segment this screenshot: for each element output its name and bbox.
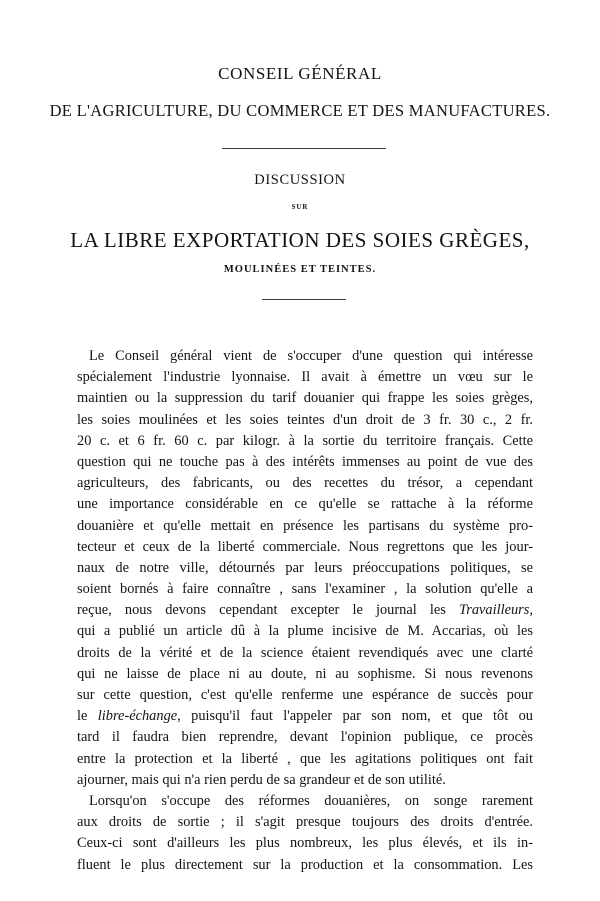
- text-line: maintien ou la suppression du tarif douanier qui frappe les soies grèges,: [77, 390, 533, 407]
- text-line: agriculteurs, des fabricants, ou des recettes du trésor, a cependant: [77, 475, 533, 492]
- text-line: droits de la vérité et de la science étaient revendiqués avec une clarté: [77, 644, 533, 661]
- text-line-mixed: [77, 706, 533, 727]
- text-line: Lorsqu'on s'occupe des réformes douanières, on songe rarement: [89, 792, 533, 809]
- text-line: ajourner, mais qui n'a rien perdu de sa grandeur et de son utilité.: [77, 771, 446, 788]
- main-subtitle: MOULINÉES ET TEINTES.: [223, 264, 377, 275]
- council-subtitle: DE L'AGRICULTURE, DU COMMERCE ET DES MANUFACTURES.: [49, 101, 551, 120]
- text-segment: ,: [529, 602, 533, 619]
- main-title: LA LIBRE EXPORTATION DES SOIES GRÈGES,: [70, 228, 530, 252]
- text-line: entre la protection et la liberté , que les agitations politiques ont fait: [77, 750, 533, 767]
- text-line: qui a publié un article dû à la plume incisive de M. Accarias, où les: [77, 623, 533, 640]
- text-line: qui ne laisse de place ni au doute, ni au sophisme. Si nous revenons: [77, 665, 533, 682]
- italic-term: Travailleurs: [459, 602, 530, 619]
- sur-heading: SUR: [291, 203, 309, 211]
- text-line: une importance considérable en ce qu'elle se rattache à la réforme: [77, 496, 533, 513]
- text-line: soient bornés à faire connaître , sans l'examiner , la solution qu'elle a: [77, 581, 533, 598]
- text-segment: reçue, nous devons cependant excepter le journal les: [77, 602, 460, 619]
- divider-rule-small: [262, 299, 346, 300]
- italic-term: libre-échange: [97, 708, 178, 725]
- text-line: douanière et qu'elle mettait en présence les partisans du système pro-: [77, 517, 533, 534]
- text-segment: , puisqu'il faut l'appeler par son nom, et que tôt ou: [177, 708, 533, 725]
- text-line: tard il faudra bien reprendre, devant l'opinion publique, ce procès: [77, 729, 533, 746]
- text-line-mixed: [77, 600, 533, 621]
- text-line: les soies moulinées et les soies teintes d'un droit de 3 fr. 30 c., 2 fr.: [77, 411, 533, 428]
- divider-rule: [222, 148, 386, 149]
- text-line: fluent le plus directement sur la production et la consommation. Les: [77, 856, 533, 873]
- text-line: naux de notre ville, détournés par leurs préoccupations politiques, se: [77, 559, 533, 576]
- text-line: Le Conseil général vient de s'occuper d'une question qui intéresse: [89, 348, 533, 364]
- council-title: CONSEIL GÉNÉRAL: [218, 64, 382, 83]
- text-line: sur cette question, c'est qu'elle renferme une espérance de succès pour: [77, 687, 533, 703]
- text-line: question qui ne touche pas à des intérêts immenses au point de vue des: [77, 453, 533, 470]
- text-line: aux droits de sortie ; il s'agit presque toujours des droits d'entrée.: [77, 814, 533, 831]
- text-line: spécialement l'industrie lyonnaise. Il avait à émettre un vœu sur le: [77, 369, 533, 386]
- text-line: Ceux-ci sont d'ailleurs les plus nombreux, les plus élevés, et ils in-: [77, 835, 533, 852]
- discussion-heading: DISCUSSION: [254, 172, 346, 188]
- text-segment: le: [77, 708, 98, 725]
- text-line: 20 c. et 6 fr. 60 c. par kilogr. à la sortie du territoire français. Cette: [77, 432, 533, 449]
- text-line: tecteur et ceux de la liberté commerciale. Nous regrettons que les jour-: [77, 538, 533, 555]
- article-body: [77, 346, 533, 876]
